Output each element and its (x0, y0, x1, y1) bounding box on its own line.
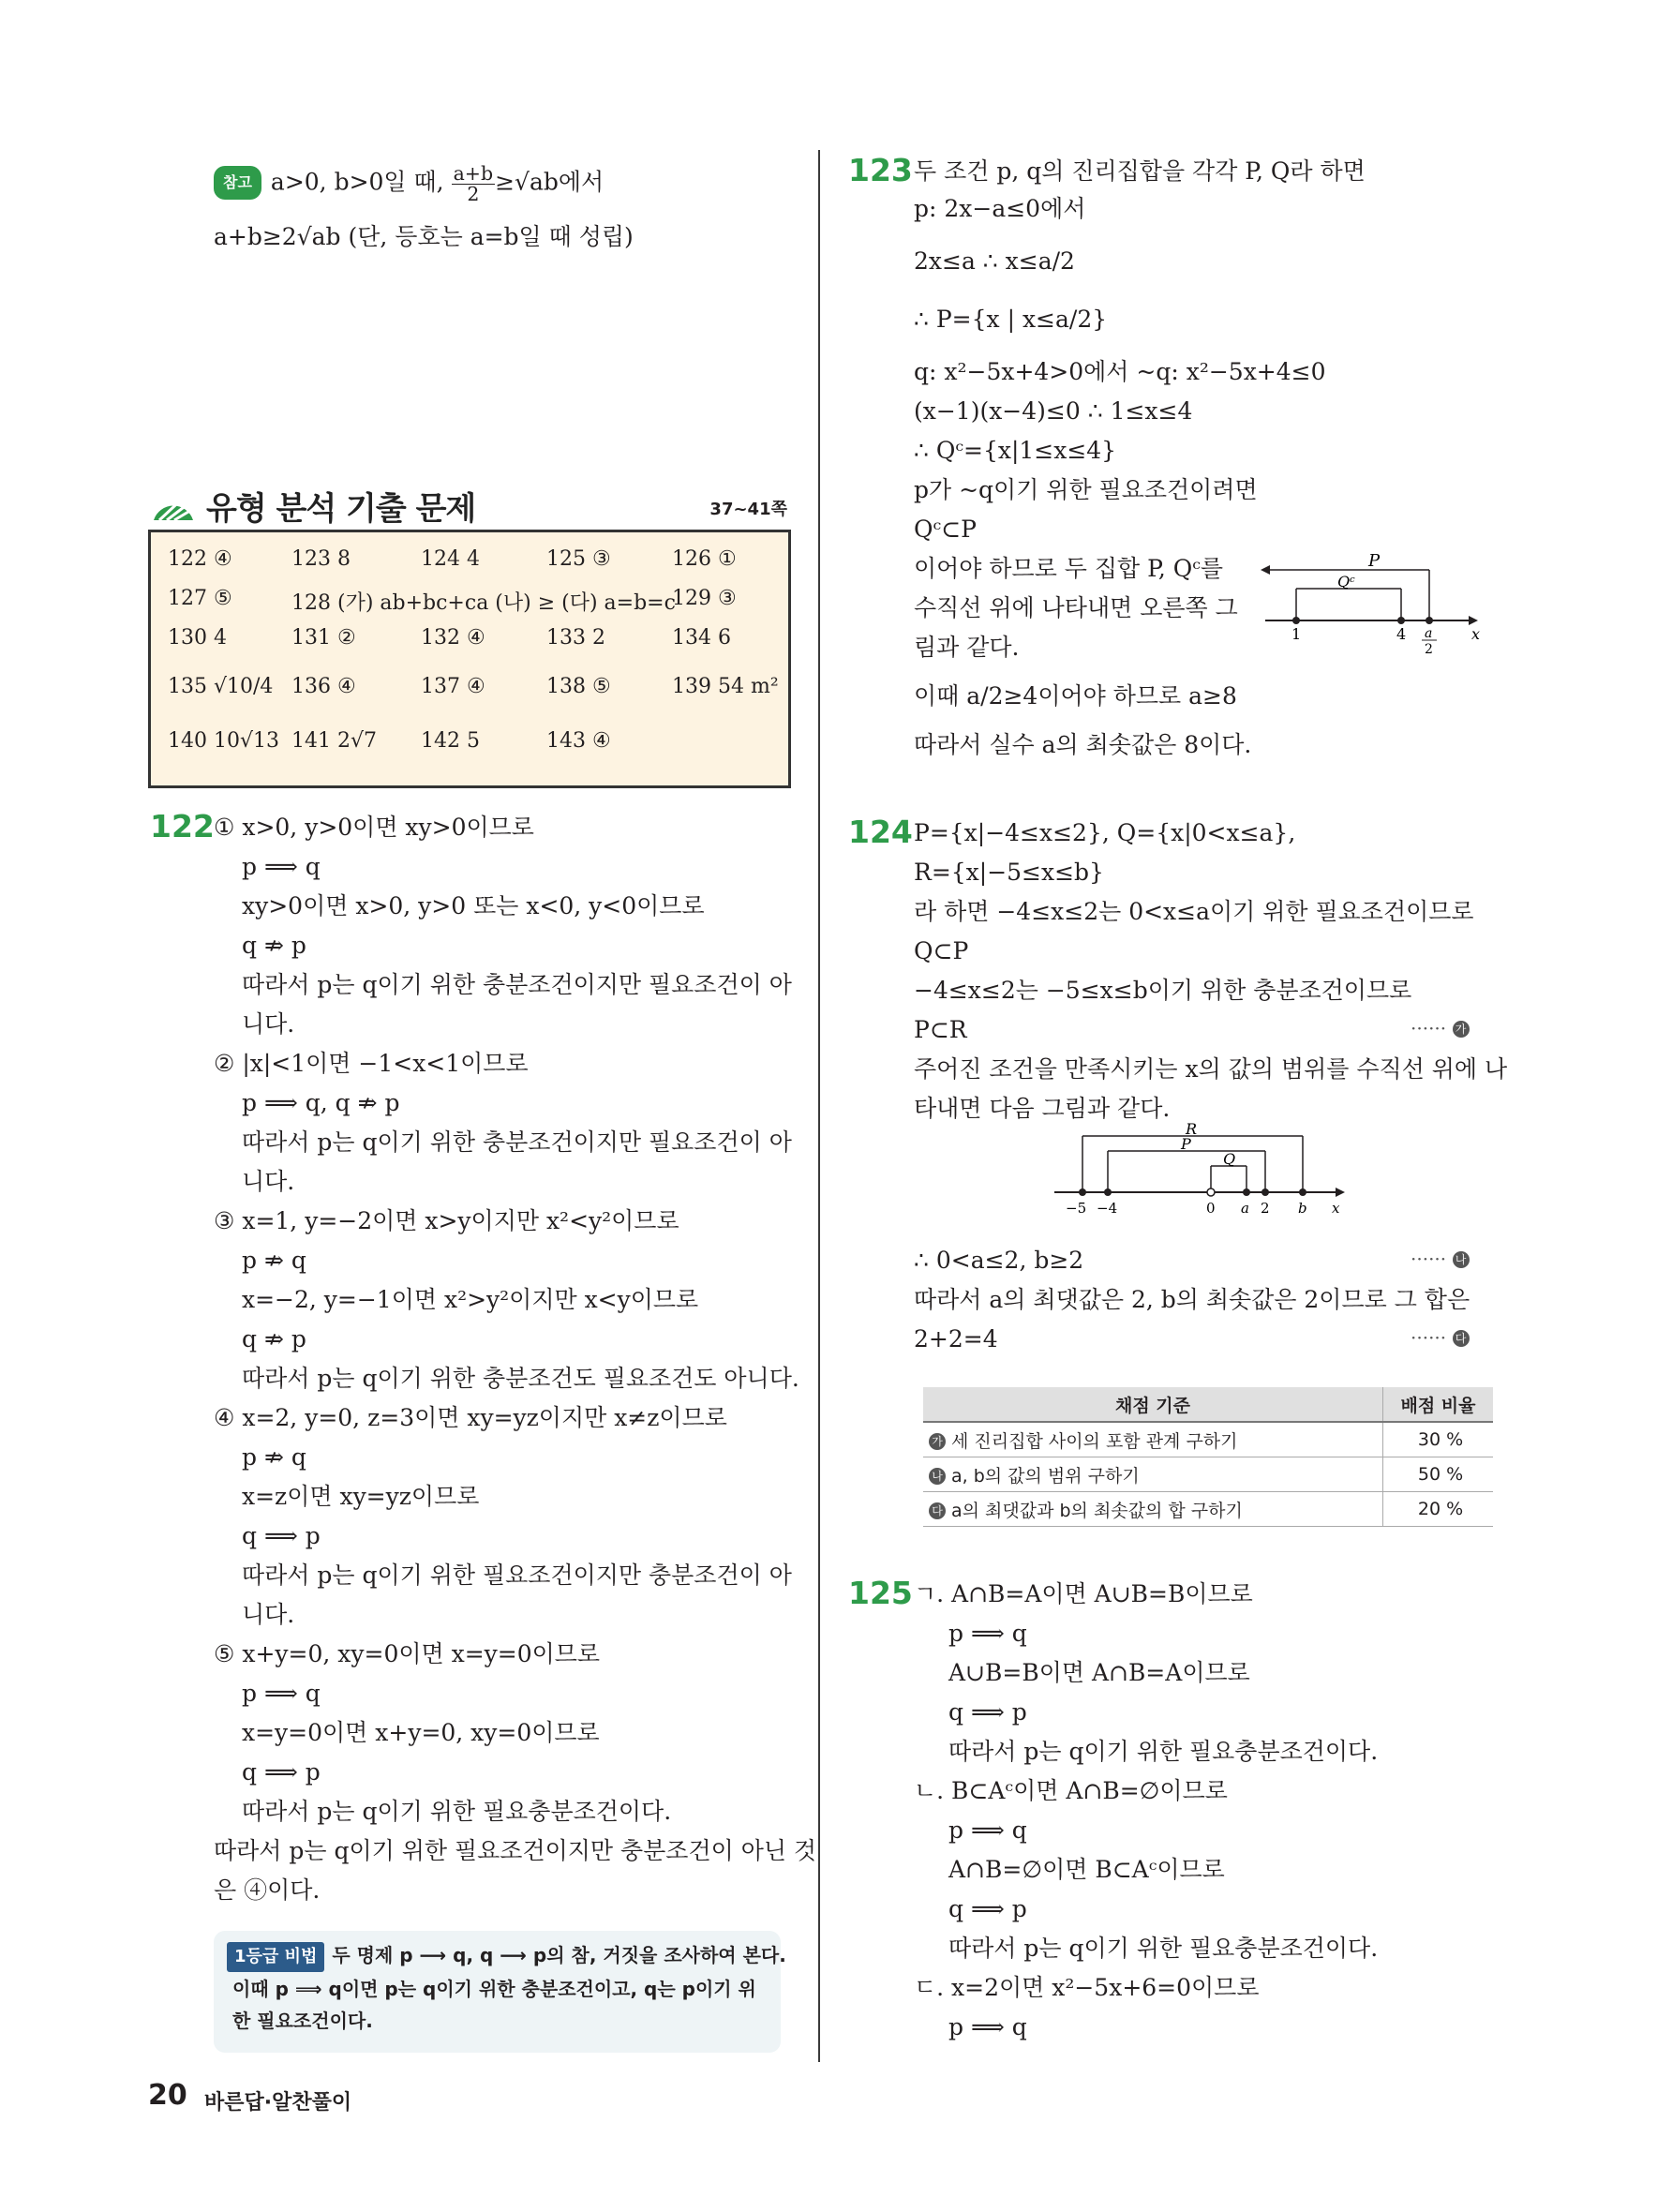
sol-line: x=z이면 xy=yz이므로 (242, 1483, 480, 1510)
sol-line: q: x²−5x+4>0에서 ~q: x²−5x+4≤0 (914, 358, 1326, 385)
sol-line: p ⇏ q (242, 1247, 306, 1274)
sol-line: q ⇏ p (242, 932, 306, 959)
page-number: 20 (148, 2079, 187, 2112)
sol-line: q ⟹ p (242, 1522, 321, 1549)
sol-line: P={x|−4≤x≤2}, Q={x|0<x≤a}, (914, 819, 1296, 846)
sol-line: 따라서 p는 q이기 위한 필요충분조건이다. (948, 1935, 1379, 1962)
answer-cell: 140 10√13 (168, 729, 279, 753)
sol-line: 주어진 조건을 만족시키는 x의 값의 범위를 수직선 위에 나 (914, 1055, 1508, 1083)
section-header (150, 483, 787, 528)
sol-line: 이때 a/2≥4이어야 하므로 a≥8 (914, 682, 1237, 710)
sol-line: 따라서 p는 q이기 위한 충분조건도 필요조건도 아니다. (242, 1365, 799, 1392)
tip-box (214, 1931, 786, 2053)
number-line-figure-123 (1261, 553, 1485, 656)
fig-label: P (1181, 1135, 1191, 1153)
table-cell: 20 % (1383, 1492, 1494, 1527)
note-line-1: 참고 a>0, b>0일 때, $\frac{a+b}{2}$ ≥√ab에서 (214, 164, 604, 203)
sol-line: ∴ 0<a≤2, b≥2 (914, 1247, 1084, 1274)
sol-line: p ⟹ q (948, 1816, 1027, 1844)
answer-cell: 133 2 (546, 626, 605, 650)
sol-line: ③ x=1, y=−2이면 x>y이지만 x²<y²이므로 (214, 1207, 679, 1234)
sol-line: ㄱ. A∩B=A이면 A∪B=B이므로 (914, 1580, 1253, 1607)
answer-cell: 124 4 (421, 547, 480, 571)
sol-line: q ⇏ p (242, 1325, 306, 1353)
table-cell: 다 a의 최댓값과 b의 최솟값의 합 구하기 (923, 1492, 1383, 1527)
mark-da: ······ 다 (1411, 1326, 1475, 1349)
sol-line: x=−2, y=−1이면 x²>y²이지만 x<y이므로 (242, 1286, 699, 1313)
sol-line: p ⟹ q (948, 1620, 1027, 1647)
answer-cell: 138 ⑤ (546, 675, 611, 698)
problem-number: 122 (150, 808, 215, 844)
fig-label: Q (1223, 1150, 1236, 1168)
fig-label: 4 (1396, 625, 1407, 643)
note-fraction: $\frac{a+b}{2}$ (453, 162, 494, 205)
sol-line: Qᶜ⊂P (914, 516, 977, 543)
fig-label: −5 (1066, 1200, 1087, 1217)
answer-cell: 125 ③ (546, 547, 611, 571)
tip-line-3: 한 필요조건이다. (232, 2010, 373, 2032)
answer-cell: 127 ⑤ (168, 587, 232, 610)
fig-label: b (1298, 1200, 1307, 1217)
sol-line: q ⟹ p (948, 1698, 1027, 1726)
sol-line: 따라서 a의 최댓값은 2, b의 최솟값은 2이므로 그 합은 (914, 1286, 1470, 1313)
answer-cell: 142 5 (421, 729, 480, 753)
sol-line: ① x>0, y>0이면 xy>0이므로 (214, 814, 534, 841)
table-row (923, 1457, 1493, 1492)
sol-line: 은 ④이다. (214, 1876, 321, 1904)
answer-cell: 134 6 (672, 626, 731, 650)
answer-cell: 131 ② (291, 626, 356, 650)
sol-line: 따라서 p는 q이기 위한 필요충분조건이다. (242, 1798, 672, 1825)
answer-cell: 143 ④ (546, 729, 611, 753)
sol-line: p ⟹ q (242, 1680, 321, 1707)
mark-ga: ······ 가 (1411, 1017, 1475, 1039)
sol-line: −4≤x≤2는 −5≤x≤b이기 위한 충분조건이므로 (914, 977, 1412, 1004)
sol-line: x=y=0이면 x+y=0, xy=0이므로 (242, 1719, 600, 1746)
sol-line: 따라서 p는 q이기 위한 필요충분조건이다. (948, 1738, 1379, 1765)
table-cell: 50 % (1383, 1457, 1494, 1492)
table-cell: 나 a, b의 값의 범위 구하기 (923, 1457, 1383, 1492)
fig-label: P (1368, 551, 1381, 571)
grading-table (923, 1387, 1493, 1527)
answer-cell: 136 ④ (291, 675, 356, 698)
table-cell: 가 세 진리집합 사이의 포함 관계 구하기 (923, 1422, 1383, 1457)
sol-line: xy>0이면 x>0, y>0 또는 x<0, y<0이므로 (242, 892, 705, 919)
answer-cell: 123 8 (291, 547, 351, 571)
answer-cell: 130 4 (168, 626, 227, 650)
section-logo-icon (150, 483, 197, 524)
sol-line: 두 조건 p, q의 진리집합을 각각 P, Q라 하면 (914, 157, 1366, 185)
sol-line: 니다. (242, 1010, 295, 1038)
sol-line: ∴ P={x | x≤a/2} (914, 306, 1108, 333)
sol-line: 타내면 다음 그림과 같다. (914, 1095, 1171, 1122)
answer-cell: 132 ④ (421, 626, 485, 650)
fig-label: 0 (1206, 1200, 1216, 1217)
sol-line: 따라서 p는 q이기 위한 충분조건이지만 필요조건이 아 (242, 1128, 792, 1156)
sol-line: 니다. (242, 1168, 295, 1195)
sol-line: 2+2=4 (914, 1325, 998, 1353)
problem-number: 123 (848, 152, 913, 188)
fig-label: 1 (1291, 625, 1302, 643)
sol-line: 니다. (242, 1601, 295, 1628)
sol-line: p ⟹ q (242, 853, 321, 880)
fig-label: x (1471, 625, 1481, 643)
table-row (923, 1422, 1493, 1457)
sol-line: ② |x|<1이면 −1<x<1이므로 (214, 1050, 529, 1077)
column-divider (818, 150, 820, 2062)
section-pages: 37~41쪽 (709, 500, 787, 519)
sol-line: 라 하면 −4≤x≤2는 0<x≤a이기 위한 필요조건이므로 (914, 898, 1474, 925)
fig-label: a (1241, 1200, 1249, 1217)
sol-line: (x−1)(x−4)≤0 ∴ 1≤x≤4 (914, 397, 1193, 425)
sol-line: q ⟹ p (242, 1758, 321, 1786)
sol-line: Q⊂P (914, 937, 969, 964)
sol-line: 2x≤a ∴ x≤a/2 (914, 247, 1075, 275)
sol-line: 따라서 실수 a의 최솟값은 8이다. (914, 731, 1252, 758)
sol-line: ㄷ. x=2이면 x²−5x+6=0이므로 (914, 1974, 1260, 2001)
sol-line: 수직선 위에 나타내면 오른쪽 그 (914, 594, 1238, 621)
tip-line-2: 이때 p ⟹ q이면 p는 q이기 위한 충분조건이고, q는 p이기 위 (232, 1978, 756, 2000)
fig-label: R (1186, 1120, 1198, 1138)
answer-cell: 126 ① (672, 547, 737, 571)
sol-line: p: 2x−a≤0에서 (914, 195, 1086, 222)
answer-cell: 141 2√7 (291, 729, 377, 753)
fig-label: 2 (1261, 1200, 1270, 1217)
sol-line: p ⇏ q (242, 1443, 306, 1471)
tip-badge: 1등급 비법 (227, 1942, 324, 1972)
answer-cell: 128 (가) ab+bc+ca (나) ≥ (다) a=b=c (291, 591, 676, 615)
answer-cell: 129 ③ (672, 587, 737, 610)
sol-line: 이어야 하므로 두 집합 P, Qᶜ를 (914, 555, 1224, 582)
fig-label: 2 (1425, 642, 1433, 657)
answer-cell: 122 ④ (168, 547, 232, 571)
table-header: 배점 비율 (1383, 1387, 1494, 1422)
answer-table (148, 530, 791, 788)
sol-line: 림과 같다. (914, 634, 1020, 661)
sol-line: p가 ~q이기 위한 필요조건이려면 (914, 476, 1258, 503)
table-header: 채점 기준 (923, 1387, 1383, 1422)
tip-line-1: 1등급 비법 두 명제 p ⟶ q, q ⟶ p의 참, 거짓을 조사하여 본다. (227, 1940, 786, 1972)
sol-line: ㄴ. B⊂Aᶜ이면 A∩B=∅이므로 (914, 1777, 1228, 1804)
sol-line: P⊂R (914, 1016, 967, 1043)
fig-label: a (1425, 626, 1433, 641)
fig-label: −4 (1097, 1200, 1118, 1217)
sol-line: p ⟹ q, q ⇏ p (242, 1089, 400, 1116)
fig-label: x (1332, 1200, 1340, 1217)
problem-number: 125 (848, 1575, 913, 1611)
problem-number: 124 (848, 814, 913, 850)
sol-line: ∴ Qᶜ={x|1≤x≤4} (914, 437, 1117, 464)
mark-na: ······ 나 (1411, 1248, 1475, 1270)
sol-line: ④ x=2, y=0, z=3이면 xy=yz이지만 x≠z이므로 (214, 1404, 727, 1431)
table-row (923, 1492, 1493, 1527)
sol-line: A∪B=B이면 A∩B=A이므로 (948, 1659, 1250, 1686)
sol-line: 따라서 p는 q이기 위한 충분조건이지만 필요조건이 아 (242, 971, 792, 998)
note-line-2: a+b≥2√ab (단, 등호는 a=b일 때 성립) (214, 223, 634, 250)
answer-cell: 135 √10/4 (168, 675, 274, 698)
note-tag: 참고 (214, 166, 261, 200)
answer-cell: 137 ④ (421, 675, 485, 698)
sol-line: 따라서 p는 q이기 위한 필요조건이지만 충분조건이 아 (242, 1562, 792, 1589)
table-cell: 30 % (1383, 1422, 1494, 1457)
answer-cell: 139 54 m² (672, 675, 779, 698)
table-header-row (923, 1387, 1493, 1422)
sol-line: R={x|−5≤x≤b} (914, 859, 1104, 886)
sol-line: 따라서 p는 q이기 위한 필요조건이지만 충분조건이 아닌 것 (214, 1837, 817, 1864)
number-line-figure-124 (1054, 1120, 1373, 1218)
sol-line: A∩B=∅이면 B⊂Aᶜ이므로 (948, 1856, 1225, 1883)
footer-text: 바른답·알찬풀이 (204, 2091, 352, 2115)
sol-line: q ⟹ p (948, 1895, 1027, 1922)
fig-label: Qᶜ (1337, 573, 1355, 590)
section-title: 유형 분석 기출 문제 (206, 490, 476, 528)
sol-line: p ⟹ q (948, 2013, 1027, 2040)
sol-line: ⑤ x+y=0, xy=0이면 x=y=0이므로 (214, 1640, 601, 1667)
